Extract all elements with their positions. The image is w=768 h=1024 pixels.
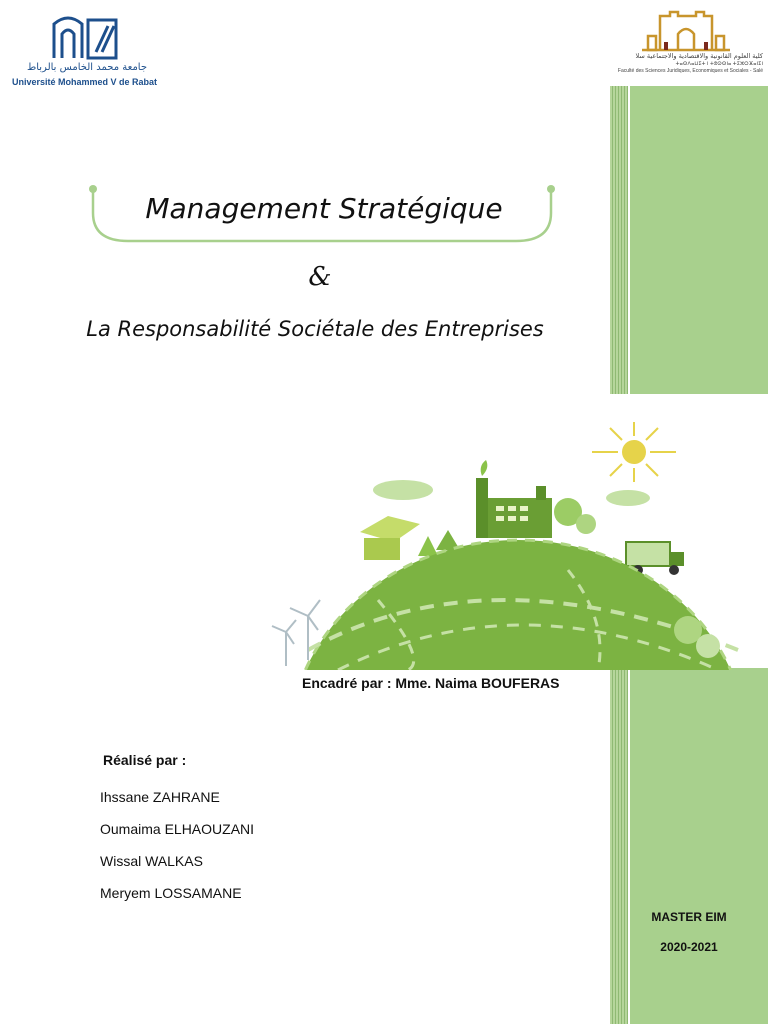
decorative-band-bottom [630,668,768,1024]
supervisor-line: Encadré par : Mme. Naima BOUFERAS [302,675,560,691]
university-arabic-name: جامعة محمد الخامس بالرباط [26,62,148,73]
sun-icon [592,422,676,482]
ampersand: & [308,262,332,292]
program-name: MASTER EIM [651,910,727,924]
university-name: Université Mohammed V de Rabat [12,77,158,87]
document-title: Management Stratégique [145,192,503,225]
decorative-band-top [630,86,768,394]
faculty-tifinagh-name: ⵜⴰⵙⴷⴰⵡⵉⵜ ⵏ ⵜⵓⵙⵙⵏⴰ ⵜⵉⵣⵔⴼⴰⵏⵉⵏ [675,61,763,67]
tree-icon [418,536,438,556]
eco-city-globe-illustration [268,420,748,670]
author-name: Meryem LOSSAMANE [100,885,242,901]
faculty-arabic-name: كلية العلوم القانونية والاقتصادية والاجتماعية سلا [635,52,763,60]
author-name: Oumaima ELHAOUZANI [100,821,255,837]
factory-icon [476,460,552,538]
author-name: Wissal WALKAS [100,853,203,869]
faculty-name: Faculté des Sciences Juridiques, Economiques et Sociales - Salé [617,68,763,74]
document-subtitle: La Responsabilité Sociétale des Entreprises [86,317,544,341]
university-crest-icon [10,14,165,62]
academic-year: 2020-2021 [660,940,718,954]
faculty-logo [598,8,763,78]
cloud-icon [373,480,433,500]
decorative-band-stripes-top [610,86,628,394]
authors-heading: Réalisé par : [103,752,187,768]
cloud-icon [606,490,650,506]
author-name: Ihssane ZAHRANE [100,789,220,805]
house-icon [360,516,420,560]
decorative-band-stripes-bottom [610,668,628,1024]
tree-icon [576,514,596,534]
faculty-gate-icon [598,8,763,52]
university-logo [10,14,165,88]
bush-icon [696,634,720,658]
